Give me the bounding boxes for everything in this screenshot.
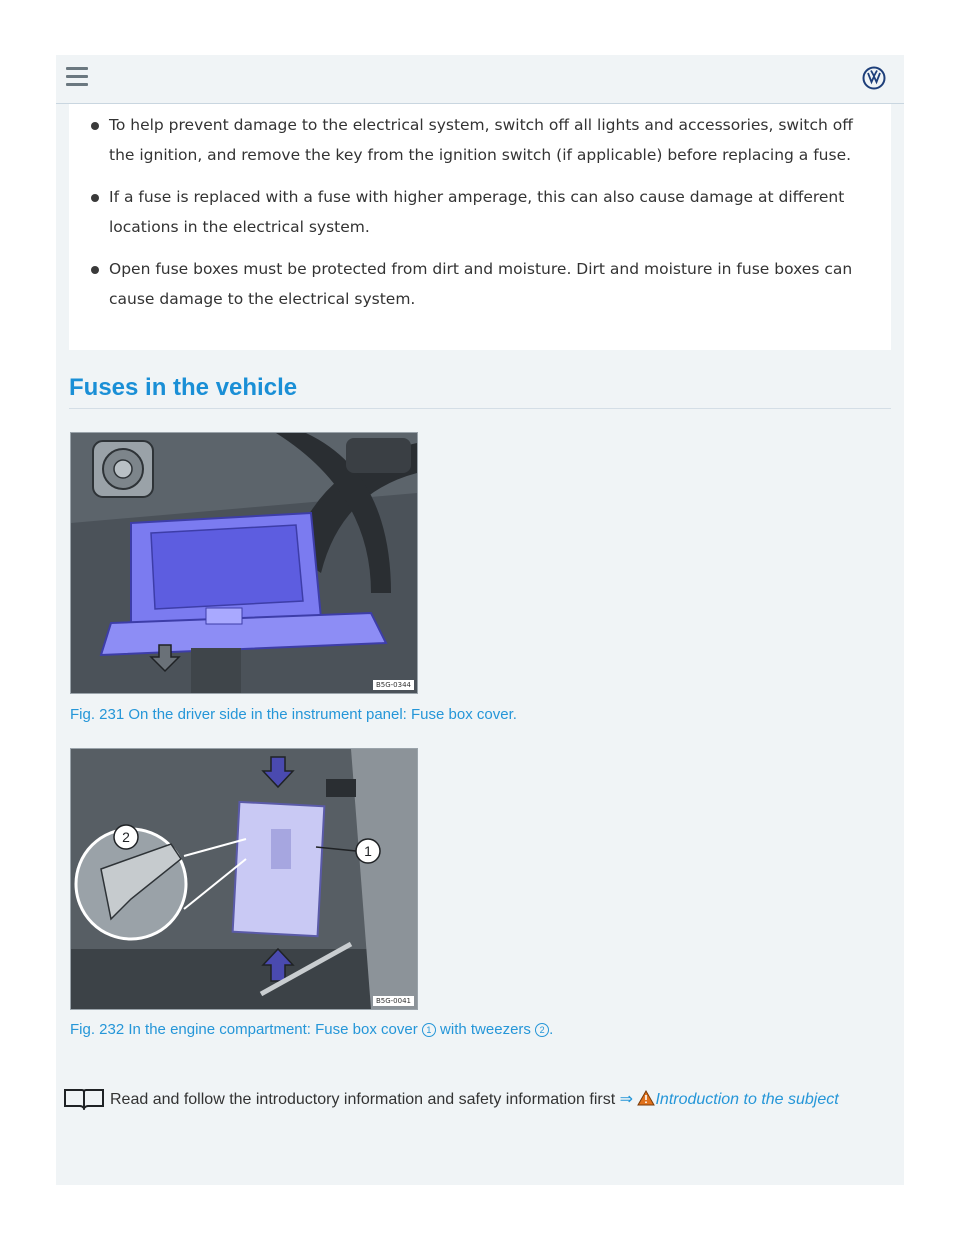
- dashboard-illustration: [71, 433, 417, 693]
- figure-232-caption: Fig. 232 In the engine compartment: Fuse box cover 1 with tweezers 2 .: [70, 1021, 554, 1038]
- section-title: Fuses in the vehicle: [69, 374, 891, 409]
- engine-compartment-illustration: [71, 749, 417, 1009]
- top-bar: [56, 55, 904, 104]
- figure-232-image: [70, 748, 418, 1010]
- menu-icon[interactable]: [66, 67, 88, 87]
- warning-box: [69, 104, 891, 350]
- warning-item: If a fuse is replaced with a fuse with higher amperage, this can also cause damage at different locations in the electrical system.: [87, 182, 877, 242]
- warning-item: Open fuse boxes must be protected from dirt and moisture. Dirt and moisture in fuse boxes can cause damage to the electrical system.: [87, 254, 877, 314]
- link-arrow: ⇒: [619, 1091, 634, 1108]
- callout-2-label: 2: [122, 829, 130, 845]
- figure-231-caption: Fig. 231 On the driver side in the instrument panel: Fuse box cover.: [70, 706, 517, 723]
- callout-1-label: 1: [364, 843, 372, 859]
- intro-note: [62, 1086, 892, 1113]
- note-text: Read and follow the introductory information and safety information first: [110, 1091, 616, 1108]
- figure-code: B5G-0344: [373, 680, 414, 690]
- warning-item: To help prevent damage to the electrical system, switch off all lights and accessories, switch off the ignition, and remove the key from the ignition switch (if applicable) before replacing a fuse.: [87, 110, 877, 170]
- figure-231-image: [70, 432, 418, 694]
- book-icon: [62, 1086, 106, 1110]
- callout-1-marker: 1: [422, 1023, 436, 1037]
- intro-link[interactable]: Introduction to the subject: [655, 1091, 839, 1108]
- warning-triangle-icon: [637, 1090, 655, 1106]
- figure-code: B5G-0041: [373, 996, 414, 1006]
- callout-2-marker: 2: [535, 1023, 549, 1037]
- vw-logo-icon[interactable]: [862, 66, 886, 90]
- warning-list: [87, 110, 877, 326]
